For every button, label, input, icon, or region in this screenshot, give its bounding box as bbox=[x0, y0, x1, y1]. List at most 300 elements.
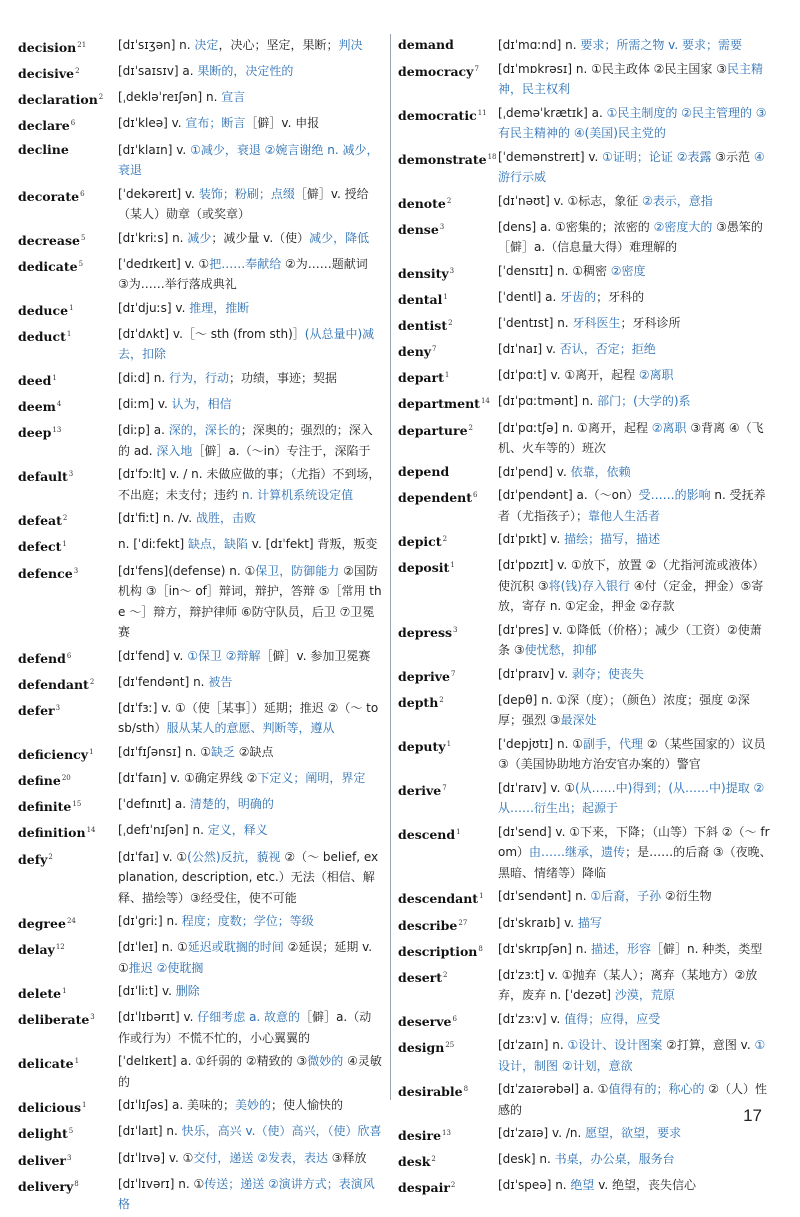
definition-text: [dɪˈfiːt] n. /v. bbox=[118, 511, 196, 526]
dictionary-entry bbox=[398, 663, 772, 689]
definition bbox=[118, 820, 382, 841]
definition bbox=[498, 734, 772, 775]
key-meaning: 深的，深长的 bbox=[168, 423, 241, 438]
frequency-count: 20 bbox=[61, 774, 71, 783]
key-meaning: ②密度 bbox=[610, 263, 646, 278]
headword-text: deprive bbox=[398, 668, 450, 684]
key-meaning: 书桌，办公桌，服务台 bbox=[554, 1152, 675, 1167]
frequency-count: 3 bbox=[67, 1153, 72, 1162]
definition bbox=[118, 324, 382, 365]
definition-text: [dens] a. ①密集的；浓密的 bbox=[498, 219, 654, 234]
definition bbox=[498, 778, 772, 819]
dictionary-entry bbox=[398, 1008, 772, 1034]
definition bbox=[118, 1174, 382, 1215]
key-meaning: 受……的影响 bbox=[638, 488, 711, 503]
headword-text: dense bbox=[398, 221, 439, 237]
frequency-count: 6 bbox=[66, 651, 72, 660]
frequency-count: 2 bbox=[48, 852, 53, 861]
definition bbox=[118, 508, 382, 529]
dictionary-entry bbox=[18, 936, 382, 980]
frequency-count: 1 bbox=[82, 1101, 87, 1110]
definition bbox=[118, 1121, 382, 1142]
headword bbox=[398, 391, 498, 414]
definition-text: [ˈdentɪst] n. bbox=[498, 315, 573, 330]
key-meaning: 延迟或耽搁的时间 bbox=[187, 940, 284, 955]
key-meaning: 清楚的，明确的 bbox=[189, 797, 274, 812]
key-meaning: 描绘；描写，描述 bbox=[564, 532, 661, 547]
definition-text: v. [dɪˈfekt] 背叛，叛变 bbox=[247, 537, 378, 552]
frequency-count: 18 bbox=[487, 152, 497, 161]
definition bbox=[118, 672, 382, 693]
key-meaning: 由……继承，遗传 bbox=[529, 845, 626, 860]
definition-text: ④灵敏的 bbox=[118, 1054, 382, 1089]
frequency-count: 1 bbox=[450, 561, 455, 570]
headword-text: density bbox=[398, 265, 449, 281]
key-meaning: 值得；应得，应受 bbox=[564, 1011, 661, 1026]
definition bbox=[498, 1175, 772, 1196]
dictionary-entry bbox=[18, 980, 382, 1006]
definition-text: [ˈdepjʊtɪ] n. ① bbox=[498, 736, 583, 751]
headword-text: depart bbox=[398, 370, 444, 386]
definition-text: ［僻］n. 种类，类型 bbox=[651, 941, 763, 956]
page-number: 17 bbox=[743, 1106, 762, 1125]
headword-text: denote bbox=[398, 195, 446, 211]
frequency-count: 2 bbox=[443, 970, 448, 979]
dictionary-entry bbox=[398, 1148, 772, 1174]
definition-text: [ˌdekləˈreɪʃən] n. bbox=[118, 90, 222, 105]
dictionary-entry bbox=[18, 419, 382, 463]
headword bbox=[18, 768, 118, 791]
headword bbox=[398, 529, 498, 552]
key-meaning: 宣布；断言 bbox=[185, 116, 246, 131]
headword-text: delicate bbox=[18, 1056, 74, 1072]
key-meaning: 副手，代理 bbox=[583, 736, 644, 751]
key-meaning: 部门；(大学的)系 bbox=[597, 394, 691, 409]
frequency-count: 8 bbox=[463, 1085, 469, 1094]
headword bbox=[398, 620, 498, 643]
frequency-count: 8 bbox=[478, 944, 483, 953]
key-meaning: 将(钱)存入银行 bbox=[548, 578, 630, 593]
definition bbox=[118, 35, 382, 56]
headword bbox=[18, 911, 118, 934]
key-meaning: 最深处 bbox=[560, 713, 597, 728]
headword-text: design bbox=[398, 1040, 445, 1056]
dictionary-entry bbox=[18, 533, 382, 559]
key-meaning: 沙漠，荒原 bbox=[614, 988, 675, 1003]
definition bbox=[118, 394, 382, 415]
definition-text: [ˌdefɪˈnɪʃən] n. bbox=[118, 823, 208, 838]
definition bbox=[498, 365, 772, 386]
headword bbox=[18, 394, 118, 417]
definition-text: [ˈdekəreɪt] v. bbox=[118, 186, 199, 201]
definition-text: [dɪˈpɑːtʃə] n. ①离开，起程 bbox=[498, 420, 652, 435]
definition-text: [dɪˈnəʊt] v. ①标志，象征 bbox=[498, 193, 643, 208]
definition-text: ②衍生物 bbox=[661, 889, 712, 904]
dictionary-entry bbox=[18, 1147, 382, 1173]
headword bbox=[398, 939, 498, 962]
definition-text: ③愚笨的［僻］a.（信息量大得）难理解的 bbox=[498, 219, 763, 255]
definition-text: [dɪˈnaɪ] v. bbox=[498, 342, 560, 357]
headword bbox=[18, 254, 118, 277]
key-meaning: 靠他人生活者 bbox=[588, 508, 661, 523]
definition bbox=[118, 561, 382, 643]
definition-text: [dɪˈkleə] v. bbox=[118, 116, 186, 131]
definition bbox=[498, 103, 772, 144]
headword bbox=[398, 59, 498, 82]
frequency-count: 3 bbox=[449, 266, 455, 275]
definition-text: [dɪˈmɒkrəsɪ] n. ①民主政体 ②民主国家 ③ bbox=[498, 61, 727, 76]
definition bbox=[498, 485, 772, 526]
definition bbox=[118, 534, 382, 555]
headword-text: describe bbox=[398, 917, 458, 933]
key-meaning: 牙齿的 bbox=[560, 289, 597, 304]
definition bbox=[118, 742, 382, 763]
definition-text: [ˈdefɪnɪt] a. bbox=[118, 797, 190, 812]
dictionary-entry bbox=[398, 554, 772, 619]
frequency-count: 7 bbox=[450, 669, 456, 678]
headword-text: democratic bbox=[398, 107, 477, 123]
key-meaning: 装饰；粉刷；点缀 bbox=[198, 186, 295, 201]
dictionary-entry bbox=[18, 767, 382, 793]
key-meaning: ②离职 bbox=[651, 420, 687, 435]
headword bbox=[398, 778, 498, 801]
definition bbox=[118, 646, 382, 667]
headword bbox=[18, 464, 118, 487]
dictionary-entry bbox=[18, 297, 382, 323]
headword bbox=[398, 886, 498, 909]
definition-text: [dɪˈfaɪn] v. ①确定界线 ② bbox=[118, 771, 258, 786]
definition bbox=[118, 140, 382, 181]
headword bbox=[18, 61, 118, 84]
headword-text: defer bbox=[18, 703, 55, 719]
definition-text: n. 受抚养者（尤指孩子）； bbox=[498, 488, 766, 523]
key-meaning: 定义，释义 bbox=[207, 823, 268, 838]
definition-text: ②（人）性感的 bbox=[498, 1082, 768, 1117]
definition-text: [ˈdensɪtɪ] n. ①稠密 bbox=[498, 263, 611, 278]
definition bbox=[498, 59, 772, 100]
headword-text: decrease bbox=[18, 232, 80, 248]
dictionary-entry bbox=[18, 323, 382, 367]
headword bbox=[398, 555, 498, 578]
definition-text: ；是……的后裔 ③（夜晚、黑暗、情绪等）降临 bbox=[498, 845, 772, 880]
key-meaning: 决定 bbox=[194, 38, 219, 52]
dictionary-entry bbox=[398, 312, 772, 338]
headword-text: democracy bbox=[398, 63, 474, 79]
key-meaning: 保卫，防御能力 bbox=[255, 563, 340, 578]
frequency-count: 3 bbox=[55, 703, 61, 712]
definition-text: ，决心；坚定，果断； bbox=[218, 38, 339, 52]
headword-text: defendant bbox=[18, 676, 89, 692]
headword bbox=[18, 742, 118, 765]
definition bbox=[118, 464, 382, 505]
dictionary-entry bbox=[398, 912, 772, 938]
dictionary-entry bbox=[398, 58, 772, 102]
key-meaning: ②表示，意指 bbox=[642, 193, 713, 208]
headword-text: declare bbox=[18, 118, 70, 134]
dictionary-entry bbox=[398, 417, 772, 461]
headword bbox=[398, 365, 498, 388]
frequency-count: 6 bbox=[70, 119, 76, 128]
headword bbox=[18, 646, 118, 669]
headword-text: depict bbox=[398, 534, 442, 550]
headword-text: derive bbox=[398, 783, 442, 799]
definition-text: [dɪˈpɒzɪt] v. ①放下，放置 ②（尤指河流或液体）使沉积 ③ bbox=[498, 558, 765, 593]
headword bbox=[18, 1174, 118, 1197]
key-meaning: 值得有的；称心的 bbox=[608, 1082, 705, 1097]
frequency-count: 2 bbox=[468, 423, 473, 432]
definition-text: [dɪˈzaɪərəbəl] a. ① bbox=[498, 1082, 609, 1097]
headword-text: descendant bbox=[398, 891, 479, 907]
headword-text: delight bbox=[18, 1126, 68, 1142]
headword bbox=[18, 672, 118, 695]
definition-text: [dɪˈlɪbərɪt] v. bbox=[118, 1010, 198, 1025]
definition-text: [diːm] v. bbox=[118, 397, 172, 412]
key-meaning: 下定义；阐明，界定 bbox=[257, 771, 366, 786]
dictionary-entry bbox=[398, 938, 772, 964]
dictionary-entry bbox=[18, 139, 382, 183]
frequency-count: 7 bbox=[432, 345, 437, 354]
key-meaning: 宣言 bbox=[221, 90, 246, 105]
definition bbox=[498, 529, 772, 550]
definition-text: [dɪˈleɪ] n. ① bbox=[118, 940, 188, 955]
key-meaning: 推理，推断 bbox=[189, 300, 250, 315]
headword-text: definite bbox=[18, 799, 72, 815]
dictionary-entry bbox=[18, 253, 382, 297]
key-meaning: ①设计，制图 ②计划，意欲 bbox=[498, 1038, 766, 1073]
definition-text: ；牙科诊所 bbox=[620, 315, 681, 330]
headword-text: deliver bbox=[18, 1152, 66, 1168]
headword bbox=[398, 1009, 498, 1032]
definition-text: [diːd] n. bbox=[118, 370, 170, 385]
headword bbox=[398, 103, 498, 126]
headword bbox=[18, 561, 118, 584]
headword-text: departure bbox=[398, 422, 468, 438]
definition-text: [dɪˈpend] v. bbox=[498, 464, 571, 479]
headword-text: definition bbox=[18, 825, 86, 841]
headword-text: defect bbox=[18, 539, 62, 555]
headword-text: dental bbox=[398, 291, 443, 307]
frequency-count: 2 bbox=[450, 1181, 456, 1190]
dictionary-entry bbox=[398, 484, 772, 528]
frequency-count: 3 bbox=[73, 566, 79, 575]
headword bbox=[18, 1051, 118, 1074]
dictionary-entry bbox=[18, 793, 382, 819]
headword bbox=[18, 534, 118, 557]
definition-text: [dɪˈmɑːnd] n. bbox=[498, 38, 581, 52]
headword-text: depth bbox=[398, 695, 439, 711]
headword bbox=[18, 820, 118, 843]
frequency-count: 2 bbox=[98, 93, 104, 102]
definition bbox=[498, 261, 772, 282]
headword-text: delete bbox=[18, 986, 62, 1002]
frequency-count: 5 bbox=[68, 1127, 74, 1136]
dictionary-entry bbox=[398, 1034, 772, 1078]
definition bbox=[118, 420, 382, 461]
key-meaning: ①后裔，子孙 bbox=[590, 889, 662, 904]
headword-text: decision bbox=[18, 40, 77, 56]
dictionary-entry bbox=[398, 390, 772, 416]
dictionary-entry bbox=[398, 777, 772, 821]
definition-text: [dɪˈlɪʃəs] a. 美味的； bbox=[118, 1098, 235, 1113]
definition-text: [dɪˈfendənt] n. bbox=[118, 674, 209, 689]
definition bbox=[118, 698, 382, 739]
definition bbox=[498, 1149, 772, 1170]
key-meaning: (从总量中)减去，扣除 bbox=[118, 326, 375, 362]
definition-text: ②（～ belief, explanation, description, etc.）无法（相信、解释、描绘等）③经受住，使不可能 bbox=[118, 849, 379, 905]
definition-text: ；牙科的 bbox=[596, 289, 645, 304]
definition bbox=[118, 61, 382, 82]
headword-text: delay bbox=[18, 942, 55, 958]
headword bbox=[398, 1079, 498, 1102]
headword-text: deny bbox=[398, 344, 432, 360]
definition-text: [dɪˈzaɪə] v. /n. bbox=[498, 1126, 586, 1141]
dictionary-entry bbox=[18, 507, 382, 533]
frequency-count: 2 bbox=[62, 514, 68, 523]
column-divider bbox=[390, 34, 391, 1100]
definition-text: [dɪˈkriːs] n. bbox=[118, 230, 188, 245]
definition bbox=[118, 87, 382, 108]
headword-text: defeat bbox=[18, 513, 62, 529]
definition-text: ［僻］v. 申报 bbox=[245, 116, 320, 131]
dictionary-entry bbox=[398, 190, 772, 216]
key-meaning: 仔细考虑 a. 故意的 bbox=[197, 1010, 301, 1025]
key-meaning: 绝望 bbox=[570, 1178, 595, 1193]
headword-text: depress bbox=[398, 624, 453, 640]
dictionary-entry bbox=[398, 689, 772, 733]
definition bbox=[498, 690, 772, 731]
headword-text: desk bbox=[398, 1154, 431, 1170]
definition-text: [dɪˈpraɪv] v. bbox=[498, 666, 572, 681]
key-meaning: ①减少，衰退 ②婉言谢绝 n. 减少，衰退 bbox=[118, 142, 379, 178]
dictionary-entry bbox=[398, 286, 772, 312]
frequency-count: 11 bbox=[477, 108, 487, 117]
key-meaning: 认为，相信 bbox=[171, 397, 232, 412]
definition bbox=[498, 939, 772, 960]
definition bbox=[498, 147, 772, 188]
key-meaning: 快乐，高兴 v.（使）高兴，（使）欣喜 bbox=[181, 1124, 382, 1139]
key-meaning: 描述，形容 bbox=[591, 941, 652, 956]
dictionary-entry bbox=[18, 1120, 382, 1146]
frequency-count: 8 bbox=[74, 1179, 79, 1188]
definition bbox=[498, 35, 772, 56]
dictionary-entry bbox=[18, 1173, 382, 1217]
headword bbox=[18, 1095, 118, 1118]
headword-text: deduct bbox=[18, 329, 66, 345]
dictionary-entry bbox=[18, 86, 382, 112]
headword-text: define bbox=[18, 773, 61, 789]
definition-text: [ˈdelɪkeɪt] a. ①纤弱的 ②精致的 ③ bbox=[118, 1054, 308, 1069]
frequency-count: 13 bbox=[52, 426, 62, 435]
key-meaning: 战胜，击败 bbox=[195, 511, 256, 526]
headword bbox=[18, 698, 118, 721]
definition-text: [dɪˈliːt] v. bbox=[118, 984, 176, 999]
dictionary-entry bbox=[398, 102, 772, 146]
definition-text: [ˌdeməˈkrætɪk] a. bbox=[498, 105, 607, 120]
key-meaning: n. 计算机系统设定值 bbox=[241, 487, 354, 502]
dictionary-entry bbox=[398, 338, 772, 364]
frequency-count: 21 bbox=[77, 41, 87, 49]
definition-text: [dɪˈgriː] n. bbox=[118, 914, 182, 928]
definition-text: [dɪˈskraɪb] v. bbox=[498, 915, 578, 930]
headword bbox=[18, 1007, 118, 1030]
headword-text: deficiency bbox=[18, 747, 89, 763]
frequency-count: 6 bbox=[473, 491, 478, 500]
definition-text: [dɪˈpendənt] a.（～on） bbox=[498, 488, 639, 503]
headword bbox=[18, 981, 118, 1004]
dictionary-entry bbox=[398, 146, 772, 190]
headword-text: desire bbox=[398, 1128, 442, 1144]
key-meaning: ②离职 bbox=[638, 368, 674, 383]
frequency-count: 14 bbox=[480, 397, 490, 406]
dictionary-entry bbox=[398, 619, 772, 663]
headword bbox=[398, 734, 498, 757]
definition-text: [dɪˈfaɪ] v. ① bbox=[118, 849, 188, 864]
dictionary-entry bbox=[398, 821, 772, 886]
frequency-count: 1 bbox=[446, 739, 452, 748]
definition bbox=[498, 418, 772, 459]
definition-text: [dɪˈsendənt] n. bbox=[498, 889, 591, 904]
definition bbox=[498, 391, 772, 412]
dictionary-entry bbox=[398, 260, 772, 286]
frequency-count: 6 bbox=[452, 1014, 457, 1023]
key-meaning: 要求；所需之物 v. 要求；需要 bbox=[580, 38, 742, 52]
frequency-count: 5 bbox=[80, 233, 86, 242]
dictionary-entry bbox=[18, 846, 382, 911]
frequency-count: 14 bbox=[86, 826, 96, 835]
definition bbox=[498, 217, 772, 258]
frequency-count: 4 bbox=[56, 400, 62, 409]
headword-text: deposit bbox=[398, 560, 450, 576]
frequency-count: 1 bbox=[66, 329, 72, 338]
frequency-count: 24 bbox=[66, 917, 76, 925]
headword-text: deserve bbox=[398, 1014, 452, 1030]
definition bbox=[498, 555, 772, 617]
headword-text: declaration bbox=[18, 92, 98, 108]
definition bbox=[498, 620, 772, 661]
dictionary-entry bbox=[18, 645, 382, 671]
definition-text: [dɪˈfend] v. bbox=[118, 648, 188, 663]
headword bbox=[18, 324, 118, 347]
definition bbox=[118, 911, 382, 932]
definition-text: [dɪˈfens](defense) n. ① bbox=[118, 563, 256, 578]
dictionary-entry bbox=[18, 910, 382, 936]
dictionary-entry bbox=[398, 964, 772, 1008]
definition-text: [dɪˈlɪvərɪ] n. ① bbox=[118, 1176, 205, 1191]
headword bbox=[398, 217, 498, 240]
definition bbox=[118, 254, 382, 295]
headword bbox=[18, 35, 118, 58]
dictionary-entry bbox=[398, 1122, 772, 1148]
dictionary-entry bbox=[398, 528, 772, 554]
definition-text: [depθ] n. ①深（度）；（颜色）浓度；强度 ②深厚；强烈 ③ bbox=[498, 692, 750, 728]
frequency-count: 12 bbox=[55, 943, 65, 952]
dictionary-entry bbox=[18, 367, 382, 393]
definition bbox=[118, 184, 382, 225]
dictionary-entry bbox=[398, 1174, 772, 1200]
frequency-count: 25 bbox=[445, 1041, 455, 1050]
headword bbox=[398, 35, 498, 55]
key-meaning: 把……奉献给 bbox=[209, 256, 282, 271]
headword bbox=[398, 418, 498, 441]
definition-text: ③示范 bbox=[711, 149, 754, 164]
frequency-count: 2 bbox=[448, 318, 453, 327]
definition-text: ；减少量 v.（使） bbox=[211, 230, 310, 245]
headword bbox=[18, 847, 118, 870]
definition-text: [dɪˈfɔːlt] v. / n. 未做应做的事；（尤指）不到场，不出庭；未支付；违约 bbox=[118, 467, 381, 502]
key-meaning: 剥夺；使丧失 bbox=[571, 666, 644, 681]
headword-text: descend bbox=[398, 827, 456, 843]
frequency-count: 3 bbox=[68, 470, 74, 479]
